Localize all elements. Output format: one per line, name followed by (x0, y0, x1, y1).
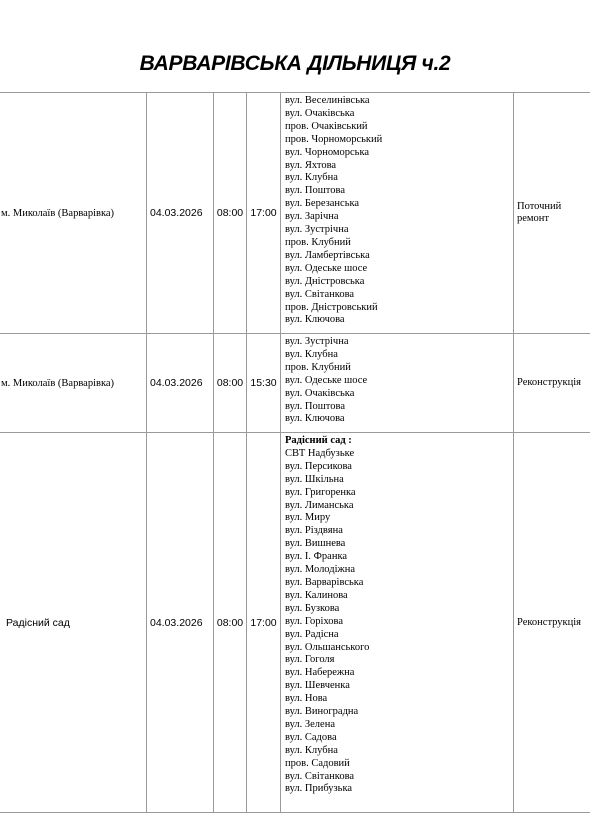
street-item: вул. Молодіжна (285, 564, 513, 577)
street-item: вул. Одеське шосе (285, 375, 513, 388)
work-type-cell: Реконструкція (514, 433, 590, 813)
street-item: вул. Ламбертівська (285, 250, 513, 263)
work-type-line: ремонт (517, 213, 590, 225)
streets-heading: Радісний сад : (285, 435, 513, 448)
street-item: вул. Яхтова (285, 160, 513, 173)
street-item: вул. Шкільна (285, 474, 513, 487)
street-item: вул. Персикова (285, 461, 513, 474)
date-cell: 04.03.2026 (147, 433, 214, 813)
street-item: вул. Вишнева (285, 538, 513, 551)
street-item: вул. Нова (285, 693, 513, 706)
street-item: вул. Садова (285, 732, 513, 745)
street-item: вул. Веселинівська (285, 95, 513, 108)
work-type-cell: Реконструкція (514, 334, 590, 433)
street-item: вул. Клубна (285, 745, 513, 758)
street-item: вул. Лиманська (285, 500, 513, 513)
street-item: вул. Клубна (285, 349, 513, 362)
street-item: вул. Зустрічна (285, 336, 513, 349)
street-item: пров. Садовий (285, 758, 513, 771)
street-item: СВТ Надбузьке (285, 448, 513, 461)
street-item: вул. Зустрічна (285, 224, 513, 237)
street-item: вул. Григоренка (285, 487, 513, 500)
street-item: пров. Очаківський (285, 121, 513, 134)
work-type-line: Поточний (517, 201, 590, 213)
street-item: пров. Дністровський (285, 302, 513, 315)
streets-cell (281, 93, 514, 334)
street-item: вул. І. Франка (285, 551, 513, 564)
table-row (0, 334, 590, 433)
date-cell: 04.03.2026 (147, 93, 214, 334)
street-item: вул. Горіхова (285, 616, 513, 629)
work-type-cell (514, 93, 590, 334)
date-cell: 04.03.2026 (147, 334, 214, 433)
end-time-cell: 17:00 (247, 93, 281, 334)
street-item: вул. Ключова (285, 314, 513, 327)
streets-cell (281, 433, 514, 813)
start-time-cell: 08:00 (214, 433, 247, 813)
street-item: вул. Різдвяна (285, 525, 513, 538)
end-time-cell: 17:00 (247, 433, 281, 813)
street-item: пров. Клубний (285, 237, 513, 250)
streets-cell (281, 334, 514, 433)
street-item: вул. Прибузька (285, 783, 513, 796)
start-time-cell: 08:00 (214, 93, 247, 334)
street-item: вул. Набережна (285, 667, 513, 680)
street-item: пров. Клубний (285, 362, 513, 375)
street-item: вул. Клубна (285, 172, 513, 185)
street-item: вул. Очаківська (285, 108, 513, 121)
street-item: вул. Шевченка (285, 680, 513, 693)
street-item: вул. Радісна (285, 629, 513, 642)
street-item: вул. Зелена (285, 719, 513, 732)
street-item: вул. Варварівська (285, 577, 513, 590)
street-item: вул. Бузкова (285, 603, 513, 616)
street-item: вул. Чорноморська (285, 147, 513, 160)
table-row (0, 93, 590, 334)
street-item: вул. Березанська (285, 198, 513, 211)
street-item: вул. Очаківська (285, 388, 513, 401)
outage-schedule-table (0, 92, 590, 813)
street-item: вул. Поштова (285, 401, 513, 414)
end-time-cell: 15:30 (247, 334, 281, 433)
street-item: вул. Одеське шосе (285, 263, 513, 276)
street-item: вул. Калинова (285, 590, 513, 603)
street-item: вул. Світанкова (285, 771, 513, 784)
street-item: вул. Гоголя (285, 654, 513, 667)
table-row (0, 433, 590, 813)
location-cell: Радісний сад (0, 433, 147, 813)
street-item: вул. Поштова (285, 185, 513, 198)
street-item: вул. Дністровська (285, 276, 513, 289)
page-title: ВАРВАРІВСЬКА ДІЛЬНИЦЯ ч.2 (0, 52, 590, 76)
location-cell: м. Миколаїв (Варварівка) (0, 93, 147, 334)
street-item: вул. Зарічна (285, 211, 513, 224)
street-item: вул. Світанкова (285, 289, 513, 302)
location-cell: м. Миколаїв (Варварівка) (0, 334, 147, 433)
street-item: вул. Виноградна (285, 706, 513, 719)
start-time-cell: 08:00 (214, 334, 247, 433)
street-item: вул. Ключова (285, 413, 513, 426)
street-item: пров. Чорноморський (285, 134, 513, 147)
street-item: вул. Ольшанського (285, 642, 513, 655)
street-item: вул. Миру (285, 512, 513, 525)
